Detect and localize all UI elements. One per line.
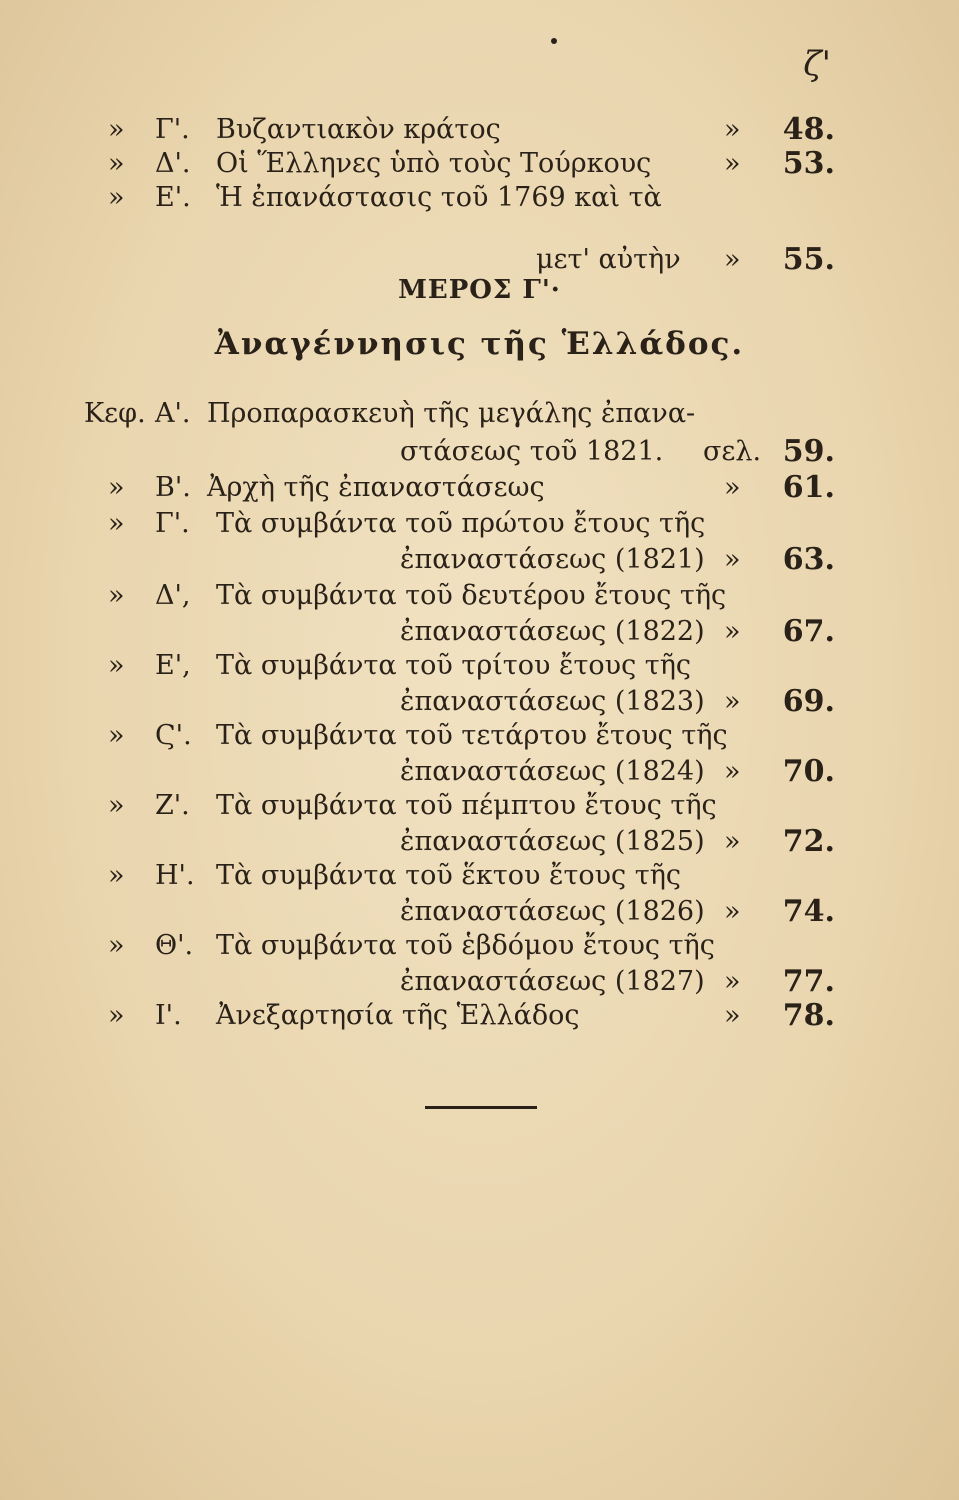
page-reference: 59. [782, 434, 835, 469]
ditto-mark: » [108, 860, 125, 891]
chapter-title: Βυζαντιακὸν κράτος [216, 114, 501, 145]
page-reference: 48. [782, 112, 835, 147]
toc-entry [0, 856, 959, 896]
page-ditto-mark: » [724, 472, 741, 503]
page-reference: 67. [782, 614, 835, 649]
ditto-mark: » [108, 790, 125, 821]
page-ditto-mark: » [724, 244, 741, 275]
page-ditto-mark: » [724, 616, 741, 647]
chapter-title-continuation: στάσεως τοῦ 1821. [400, 436, 664, 467]
toc-entry-continuation [0, 540, 959, 580]
chapter-title: Τὰ συμβάντα τοῦ ἕκτου ἔτους τῆς [216, 860, 681, 891]
chapter-number: Γ'. [155, 114, 190, 145]
printer-dot [551, 38, 557, 44]
chapter-title-continuation: ἐπαναστάσεως (1826) [400, 896, 705, 927]
chapter-title: Τὰ συμβάντα τοῦ ἑβδόμου ἔτους τῆς [216, 930, 715, 961]
chapter-title: Τὰ συμβάντα τοῦ τετάρτου ἔτους τῆς [216, 720, 728, 751]
page-reference: 63. [782, 542, 835, 577]
toc-entry [0, 716, 959, 756]
chapter-title: Τὰ συμβάντα τοῦ πέμπτου ἔτους τῆς [216, 790, 717, 821]
page-reference: 70. [782, 754, 835, 789]
chapter-title-continuation: ἐπαναστάσεως (1822) [400, 616, 705, 647]
toc-entry [0, 996, 959, 1036]
page-abbreviation: σελ. [703, 436, 762, 467]
chapter-number: Ϛ'. [155, 720, 192, 751]
toc-entry [0, 178, 959, 218]
chapter-number: Δ', [155, 580, 191, 611]
toc-entry [0, 926, 959, 966]
page-ditto-mark: » [724, 756, 741, 787]
page-reference: 77. [782, 964, 835, 999]
chapter-number: Ι'. [155, 1000, 182, 1031]
chapter-number: Α'. [155, 398, 191, 429]
toc-entry [0, 646, 959, 686]
page-reference: 55. [782, 242, 835, 277]
ditto-mark: » [108, 720, 125, 751]
page-reference: 74. [782, 894, 835, 929]
page-reference: 61. [782, 470, 835, 505]
toc-entry [0, 394, 959, 434]
chapter-number: Η'. [155, 860, 195, 891]
chapter-number: Ε', [155, 650, 191, 681]
ditto-mark: » [108, 182, 125, 213]
page-reference: 53. [782, 146, 835, 181]
chapter-title: Οἱ Ἕλληνες ὑπὸ τοὺς Τούρκους [216, 148, 652, 179]
chapter-number: Θ'. [155, 930, 194, 961]
page-ditto-mark: » [724, 686, 741, 717]
ditto-mark: » [108, 650, 125, 681]
ditto-mark: » [108, 508, 125, 539]
page-ditto-mark: » [724, 148, 741, 179]
page-ditto-mark: » [724, 896, 741, 927]
chapter-title-continuation: ἐπαναστάσεως (1823) [400, 686, 705, 717]
toc-entry [0, 786, 959, 826]
ditto-mark: » [108, 930, 125, 961]
chapter-title: Τὰ συμβάντα τοῦ τρίτου ἔτους τῆς [216, 650, 692, 681]
page-ditto-mark: » [724, 1000, 741, 1031]
toc-entry [0, 504, 959, 544]
toc-entry-continuation [0, 432, 959, 472]
page-ditto-mark: » [724, 966, 741, 997]
ditto-mark: » [108, 114, 125, 145]
closing-rule [425, 1106, 537, 1109]
page-number: ζ' [803, 44, 831, 84]
chapter-number: Γ'. [155, 508, 190, 539]
toc-entry-continuation [0, 240, 959, 280]
chapter-title: Ἀρχὴ τῆς ἐπαναστάσεως [207, 472, 545, 503]
chapter-title: Ἀνεξαρτησία τῆς Ἑλλάδος [216, 1000, 580, 1031]
ditto-mark: » [108, 1000, 125, 1031]
ditto-mark: » [108, 580, 125, 611]
page-reference: 72. [782, 824, 835, 859]
chapter-title-continuation: μετ' αὐτὴν [536, 244, 681, 275]
chapter-title: Τὰ συμβάντα τοῦ δευτέρου ἔτους τῆς [216, 580, 727, 611]
ditto-mark: » [108, 148, 125, 179]
chapter-title-continuation: ἐπαναστάσεως (1827) [400, 966, 705, 997]
chapter-number: Β'. [155, 472, 191, 503]
chapter-title-continuation: ἐπαναστάσεως (1821) [400, 544, 705, 575]
page-reference: 78. [782, 998, 835, 1033]
chapter-number: Ζ'. [155, 790, 190, 821]
page-ditto-mark: » [724, 826, 741, 857]
chapter-number: Δ'. [155, 148, 191, 179]
page-ditto-mark: » [724, 114, 741, 145]
toc-entry [0, 576, 959, 616]
chapter-title-continuation: ἐπαναστάσεως (1825) [400, 826, 705, 857]
section-heading: Ἀναγέννησις τῆς Ἑλλάδος. [214, 326, 745, 362]
toc-entry [0, 468, 959, 508]
chapter-title: Ἡ ἐπανάστασις τοῦ 1769 καὶ τὰ [216, 182, 662, 213]
chapter-title-continuation: ἐπαναστάσεως (1824) [400, 756, 705, 787]
page-reference: 69. [782, 684, 835, 719]
ditto-mark: » [108, 472, 125, 503]
chapter-title: Προπαρασκευὴ τῆς μεγάλης ἐπανα- [207, 398, 696, 429]
page-ditto-mark: » [724, 544, 741, 575]
chapter-abbreviation: Κεφ. [84, 398, 146, 429]
chapter-title: Τὰ συμβάντα τοῦ πρώτου ἔτους τῆς [216, 508, 706, 539]
part-heading: ΜΕΡΟΣ Γ'· [398, 275, 561, 305]
chapter-number: Ε'. [155, 182, 191, 213]
